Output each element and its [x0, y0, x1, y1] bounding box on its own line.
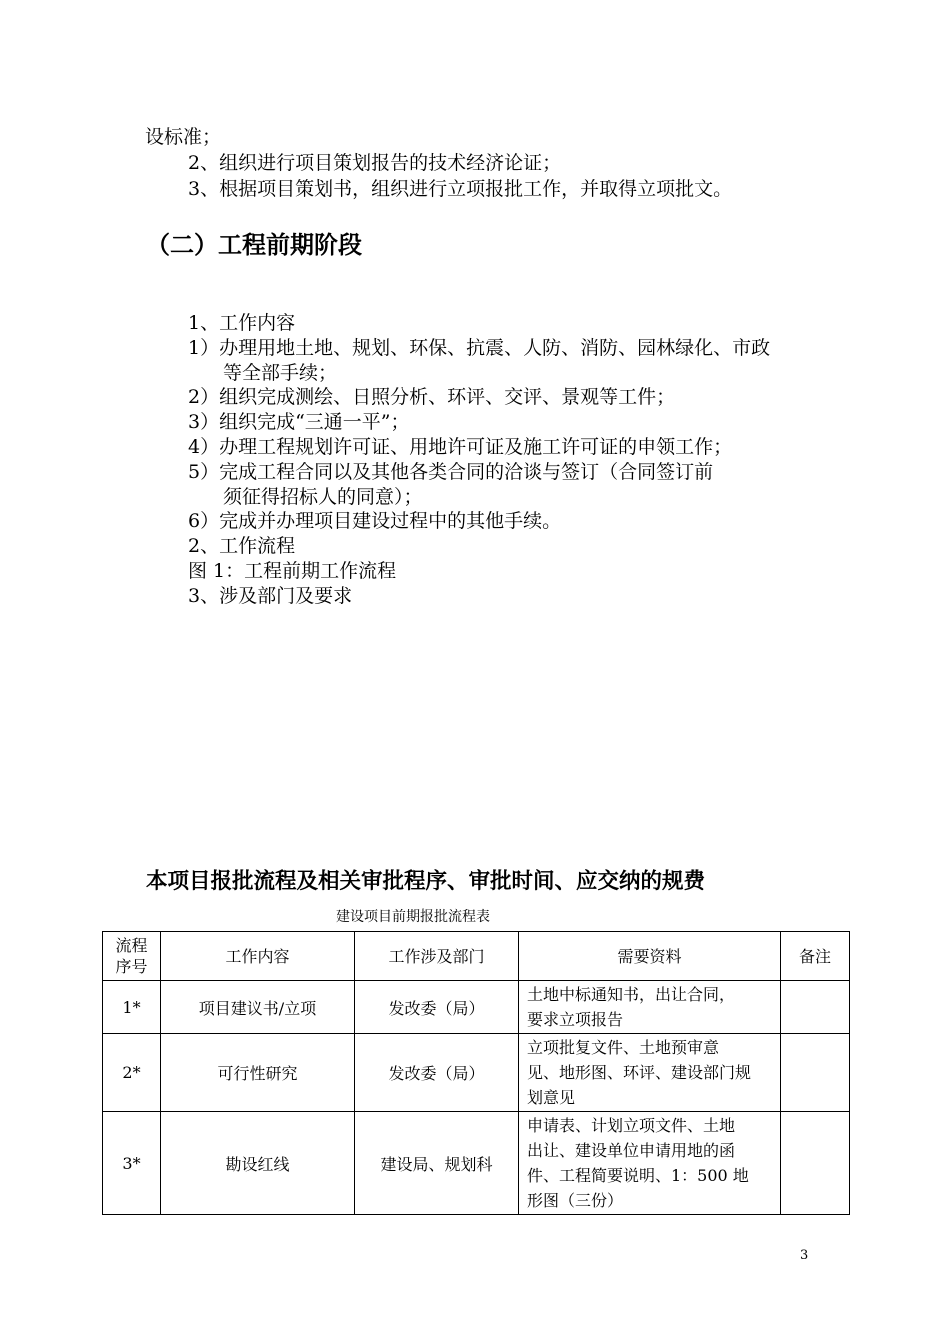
material-line: 划意见 [527, 1088, 576, 1107]
header-seq-line1: 流程 [115, 936, 148, 955]
work-item-5-cont: 须征得招标人的同意）； [223, 486, 423, 508]
material-line: 见、地形图、环评、建设部门规 [527, 1063, 752, 1082]
work-item-4: 4）办理工程规划许可证、用地许可证及施工许可证的申领工作； [188, 436, 733, 458]
material-line: 立项批复文件、土地预审意 [527, 1038, 720, 1057]
row-remarks [781, 981, 850, 1034]
departments-heading: 3、涉及部门及要求 [188, 585, 353, 607]
figure-caption: 图 1：工程前期工作流程 [188, 560, 397, 582]
material-line: 土地中标通知书，出让合同， [527, 985, 736, 1004]
work-item-6: 6）完成并办理项目建设过程中的其他手续。 [188, 510, 562, 532]
row-seq: 1* [103, 981, 161, 1034]
table-header-row [103, 932, 850, 981]
table-row [103, 1034, 850, 1112]
table-caption: 建设项目前期报批流程表 [336, 909, 490, 925]
material-line: 形图（三份） [527, 1191, 624, 1210]
work-item-2: 2）组织完成测绘、日照分析、环评、交评、景观等工件； [188, 386, 676, 408]
row-content: 项目建议书/立项 [161, 981, 355, 1034]
header-seq-line2: 序号 [115, 957, 148, 976]
table-row [103, 1112, 850, 1215]
row-materials [519, 1112, 781, 1215]
work-item-1-cont: 等全部手续； [223, 362, 338, 384]
material-line: 件、工程简要说明、1：500 地 [527, 1166, 749, 1185]
work-item-5: 5）完成工程合同以及其他各类合同的洽谈与签订（合同签订前 [188, 461, 714, 483]
row-seq: 2* [103, 1034, 161, 1112]
row-dept: 发改委（局） [355, 981, 519, 1034]
row-dept: 建设局、规划科 [355, 1112, 519, 1215]
row-seq: 3* [103, 1112, 161, 1215]
material-line: 出让、建设单位申请用地的函 [527, 1141, 736, 1160]
row-content: 可行性研究 [161, 1034, 355, 1112]
header-dept: 工作涉及部门 [355, 932, 519, 981]
row-content: 勘设红线 [161, 1112, 355, 1215]
section-heading: （二）工程前期阶段 [146, 231, 362, 259]
material-line: 要求立项报告 [527, 1010, 624, 1029]
header-seq [103, 932, 161, 981]
header-materials: 需要资料 [519, 932, 781, 981]
row-dept: 发改委（局） [355, 1034, 519, 1112]
page-number: 3 [800, 1248, 809, 1263]
row-materials [519, 981, 781, 1034]
work-content-heading: 1、工作内容 [188, 312, 296, 334]
header-remarks: 备注 [781, 932, 850, 981]
header-content: 工作内容 [161, 932, 355, 981]
work-flow-heading: 2、工作流程 [188, 535, 296, 557]
table-row [103, 981, 850, 1034]
row-materials [519, 1034, 781, 1112]
work-item-3: 3）组织完成“三通一平”； [188, 411, 410, 433]
approval-flow-table [102, 931, 850, 1215]
work-item-1: 1）办理用地土地、规划、环保、抗震、人防、消防、园林绿化、市政 [188, 337, 771, 359]
intro-line-2: 2、组织进行项目策划报告的技术经济论证； [188, 152, 562, 174]
material-line: 申请表、计划立项文件、土地 [527, 1116, 736, 1135]
intro-line-1: 设标准； [145, 126, 222, 148]
row-remarks [781, 1112, 850, 1215]
intro-line-3: 3、根据项目策划书，组织进行立项报批工作，并取得立项批文。 [188, 178, 733, 200]
row-remarks [781, 1034, 850, 1112]
table-title: 本项目报批流程及相关审批程序、审批时间、应交纳的规费 [146, 869, 706, 894]
